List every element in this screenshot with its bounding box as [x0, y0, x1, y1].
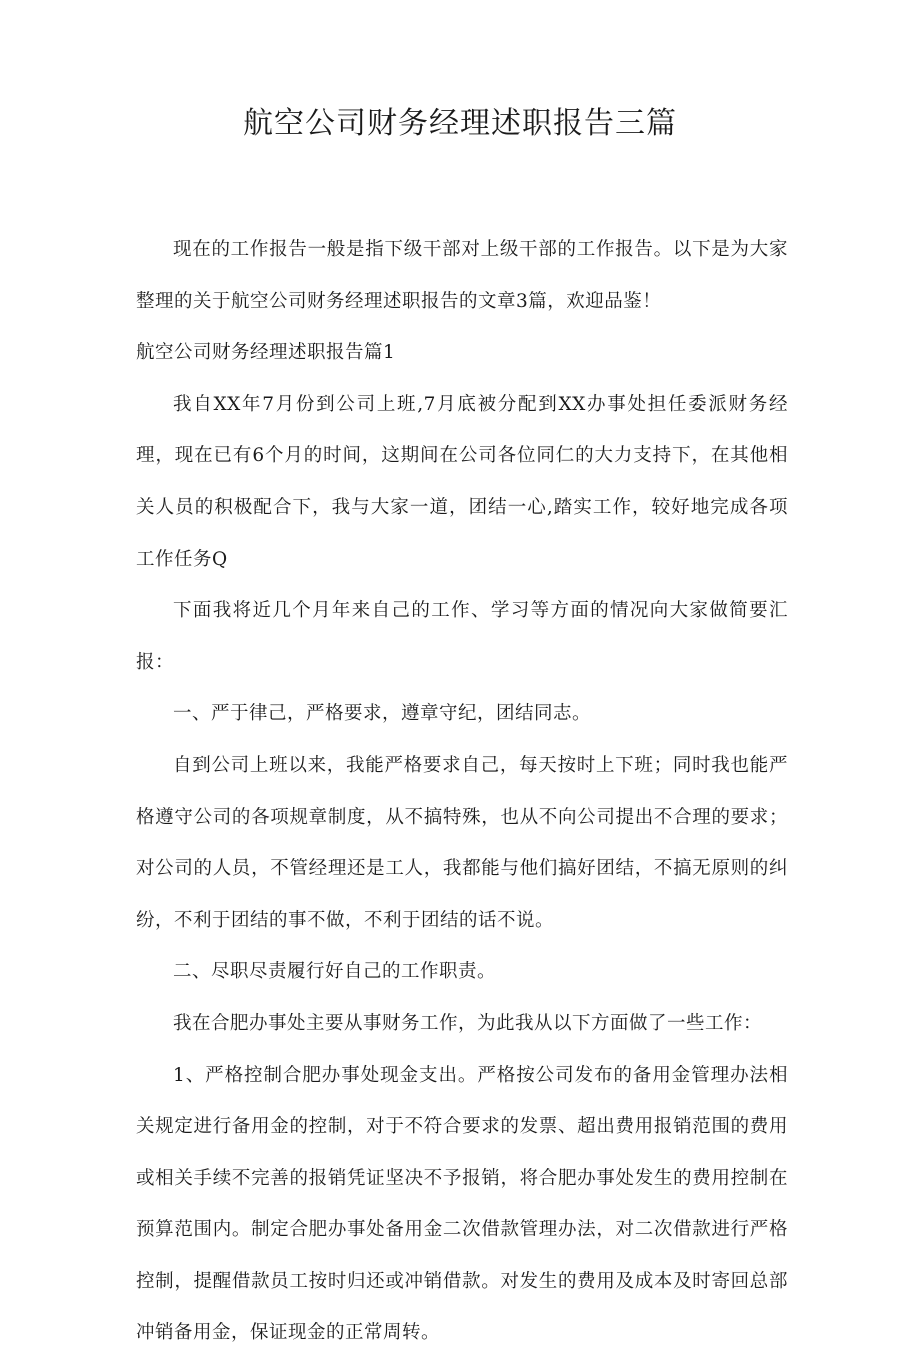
subheading-paragraph: 一、严于律己，严格要求，遵章守纪，团结同志。 — [136, 688, 788, 740]
intro-paragraph: 现在的工作报告一般是指下级干部对上级干部的工作报告。以下是为大家整理的关于航空公司财务经理述职报告的文章3篇，欢迎品鉴！ — [136, 224, 788, 327]
document-body — [136, 224, 788, 1359]
body-paragraph: 我在合肥办事处主要从事财务工作，为此我从以下方面做了一些工作： — [136, 998, 788, 1050]
body-paragraph: 下面我将近几个月年来自己的工作、学习等方面的情况向大家做简要汇报： — [136, 585, 788, 688]
body-paragraph: 1、严格控制合肥办事处现金支出。严格按公司发布的备用金管理办法相关规定进行备用金的控制，对于不符合要求的发票、超出费用报销范围的费用或相关手续不完善的报销凭证坚决不予报销，将合肥办事处发生的费用控制在预算范围内。制定合肥办事处备用金二次借款管理办法，对二次借款进行严格控制，提醒借款员工按时归还或冲销借款。对发生的费用及成本及时寄回总部冲销备用金，保证现金的正常周转。 — [136, 1050, 788, 1359]
body-paragraph: 我自XX年7月份到公司上班,7月底被分配到XX办事处担任委派财务经理，现在已有6个月的时间，这期间在公司各位同仁的大力支持下，在其他相关人员的积极配合下，我与大家一道，团结一心,踏实工作，较好地完成各项工作任务Q — [136, 379, 788, 585]
body-paragraph: 自到公司上班以来，我能严格要求自己，每天按时上下班；同时我也能严格遵守公司的各项规章制度，从不搞特殊，也从不向公司提出不合理的要求；对公司的人员，不管经理还是工人，我都能与他们搞好团结，不搞无原则的纠纷，不利于团结的事不做，不利于团结的话不说。 — [136, 740, 788, 946]
section-heading: 航空公司财务经理述职报告篇1 — [136, 327, 788, 379]
document-title: 航空公司财务经理述职报告三篇 — [0, 100, 920, 148]
subheading-paragraph: 二、尽职尽责履行好自己的工作职责。 — [136, 946, 788, 998]
